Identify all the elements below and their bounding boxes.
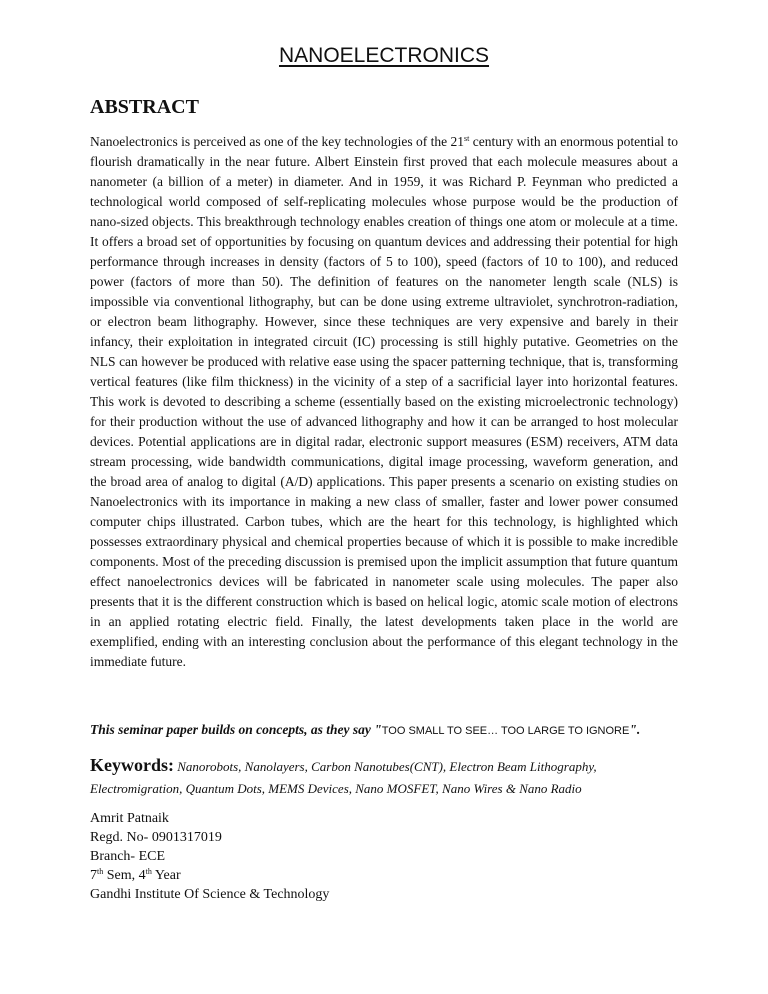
abstract-heading: ABSTRACT <box>90 96 199 118</box>
author-institute: Gandhi Institute Of Science & Technology <box>90 887 330 902</box>
sem-number: 7 <box>90 868 97 883</box>
author-name: Amrit Patnaik <box>90 811 169 826</box>
abstract-superscript: st <box>464 134 470 143</box>
quote-tail: ". <box>629 722 641 737</box>
keywords-label: Keywords: <box>90 755 174 775</box>
author-block <box>90 809 590 904</box>
year-suffix: th <box>145 867 152 876</box>
keywords-list: Nanorobots, Nanolayers, Carbon Nanotubes(CNT), Electron Beam Lithography, Electromigration, Quantum Dots, MEMS Devices, Nano MOSFET, Nano Wires & Nano Radio <box>90 759 597 796</box>
sem-text: Sem, 4 <box>103 868 146 883</box>
year-text: Year <box>151 868 181 883</box>
author-branch: Branch- ECE <box>90 849 166 864</box>
keywords-block <box>90 754 690 800</box>
sem-suffix: th <box>97 867 104 876</box>
abstract-text-start: Nanoelectronics is perceived as one of the key technologies of the 21 <box>90 134 465 149</box>
author-semester <box>90 866 590 885</box>
document-title: NANOELECTRONICS <box>278 44 490 67</box>
abstract-paragraph <box>90 132 678 672</box>
abstract-text-rest: century with an enormous potential to flourish dramatically in the near future. Albert Einstein first proved that each molecule measures about a nanometer (a billion of a meter) in diameter. And in 1959, it was Richard P. Feynman who predicted a technological world composed of self-replicating molecules whose purpose would be the production of nano-sized objects. This breakthrough technology enables creation of things one atom or molecule at a time. It offers a broad set of opportunities by focusing on quantum devices and addressing their potential for high performance through increases in density (factors of 5 to 100), speed (factors of 10 to 100), and reduced power (factors of more than 50). The definition of features on the nanometer length scale (NLS) is impossible via conventional lithography, but can be done using extreme ultraviolet, synchrotron-radiation, or electron beam lithography. However, since these techniques are very expensive and barely in their infancy, their exploitation in integrated circuit (IC) processing is still highly putative. Geometries on the NLS can however be produced with relative ease using the spacer patterning technique, that is, transforming vertical features (like film thickness) in the vicinity of a step of a sacrificial layer into horizontal features. This work is devoted to describing a scheme (essentially based on the existing microelectronic technology) for their production without the use of advanced lithography and how it can be arranged to host molecular devices. Potential applications are in digital radar, electronic support measures (ESM) receivers, ATM data stream processing, wide bandwidth communications, digital image processing, waveform generation, and the broad area of analog to digital (A/D) applications. This paper presents a scenario on existing studies on Nanoelectronics with its importance in making a new class of smaller, faster and lower power consumed computer chips illustrated. Carbon tubes, which are the heart for this technology, is highlighted which possesses extraordinary physical and chemical properties because of which it is possible to make incredible components. Most of the preceding discussion is premised upon the implicit assumption that future quantum effect nanoelectronics devices will be fabricated in nanometer scale using molecules. The paper also presents that it is the different construction which is based on helical logic, atomic scale motion of electrons in an applied rotating electric field. Finally, the latest developments taken place in the world are exemplified, ending with an interesting conclusion about the performance of this elegant technology in the immediate future. <box>90 134 679 669</box>
seminar-quote <box>90 722 700 738</box>
quote-lead: This seminar paper builds on concepts, as they say " <box>90 722 382 737</box>
author-regd: Regd. No- 0901317019 <box>90 830 222 845</box>
quote-caps: TOO SMALL TO SEE… TOO LARGE TO IGNORE <box>381 725 630 737</box>
